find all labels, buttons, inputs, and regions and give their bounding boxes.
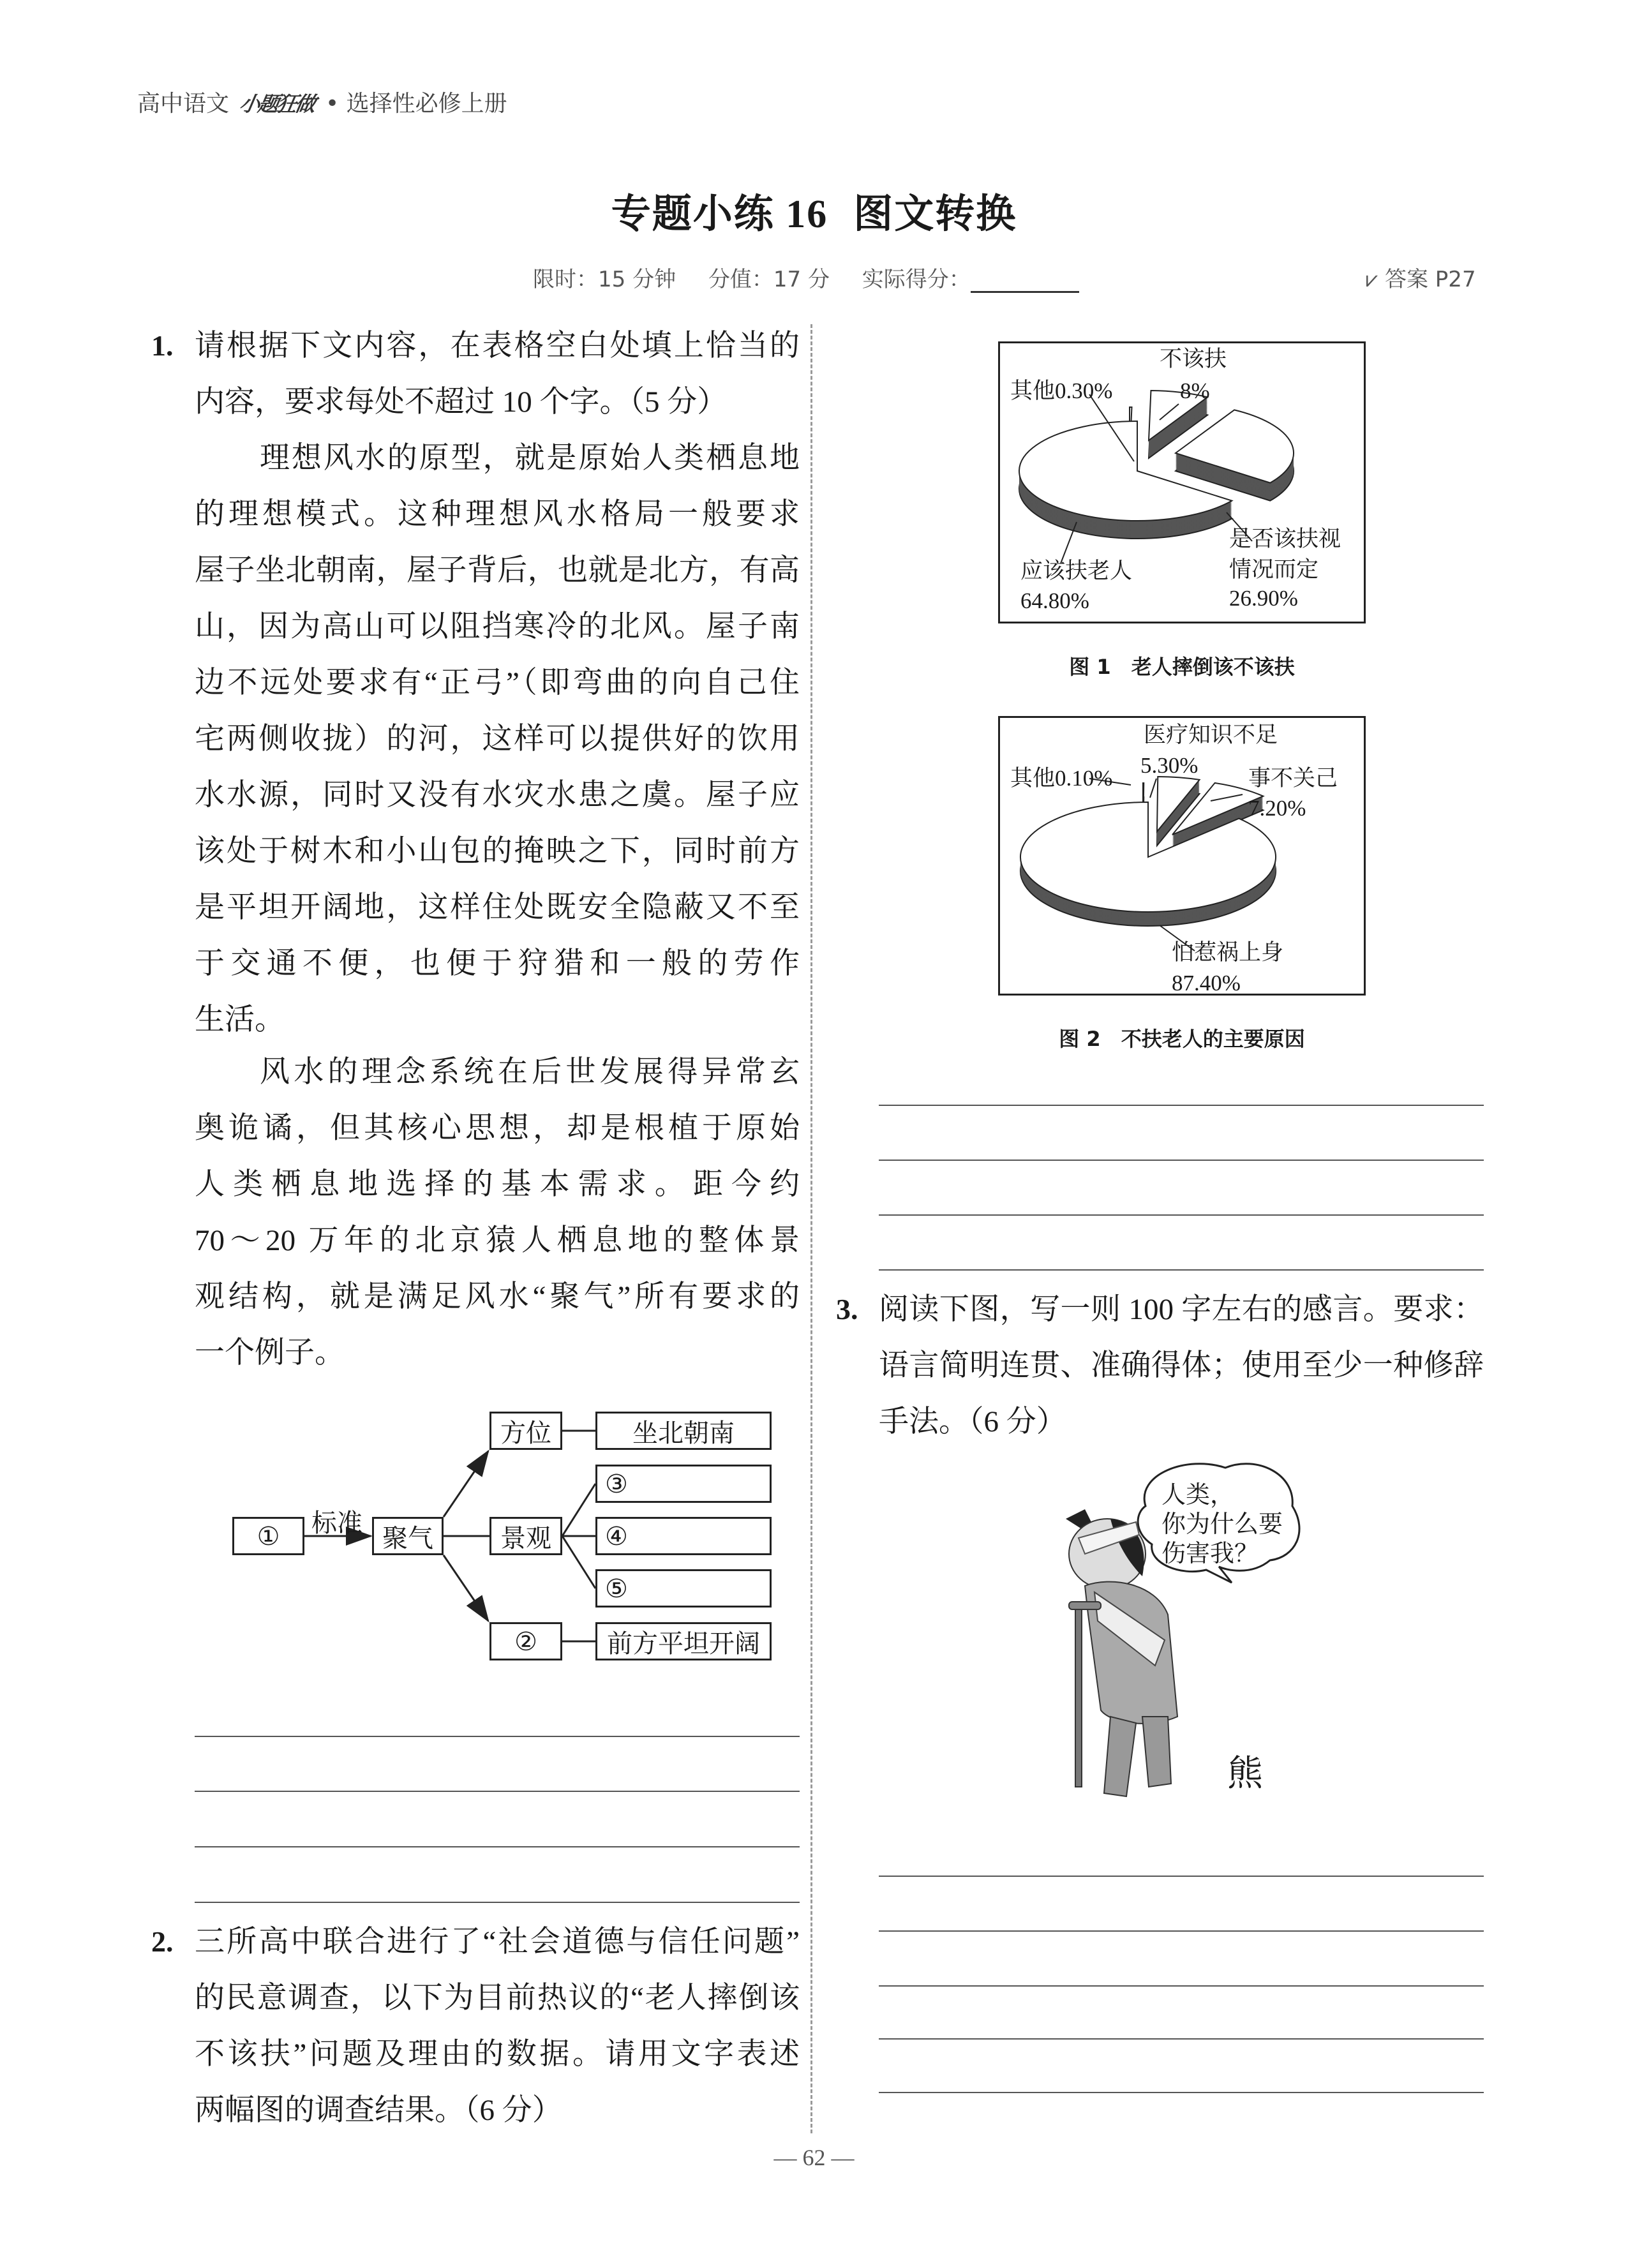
diagram-blank-1[interactable]: ① (232, 1517, 304, 1555)
diagram-node-position-value: 坐北朝南 (595, 1412, 772, 1450)
diagram-blank-3[interactable]: ③ (595, 1465, 772, 1503)
label-depends-value: 26.90% (1229, 586, 1298, 611)
text-line: 手法。（6 分） (879, 1405, 1066, 1438)
text-line: 两幅图的调查结果。（6 分） (195, 2094, 562, 2127)
q3-prompt (879, 1281, 1484, 1450)
answer-line[interactable] (195, 1902, 800, 1903)
q2-prompt (195, 1914, 800, 2138)
crutch (1075, 1602, 1082, 1787)
diagram-blank-4[interactable]: ④ (595, 1517, 772, 1555)
q2-number: 2. (151, 1925, 174, 1958)
page-number: — 62 — (773, 2145, 855, 2170)
text-line: 屋子坐北朝南，屋子背后，也就是北方，有高 (195, 554, 800, 587)
label-medical: 医疗知识不足 (1144, 722, 1278, 747)
arrow-label-standard: 标准 (311, 1509, 362, 1537)
diagram-node-front-value: 前方平坦开阔 (595, 1622, 772, 1660)
arrow-to-blank2 (444, 1555, 488, 1621)
label-should-not: 不该扶 (1160, 347, 1227, 371)
text-line: 理想风水的原型，就是原始人类栖息地 (260, 442, 800, 475)
header-subject: 高中语文 (137, 91, 230, 117)
text-line: 宅两侧收拢）的河，这样可以提供好的饮用 (195, 722, 800, 756)
text-line: 奥诡谲，但其核心思想，却是根植于原始 (195, 1112, 800, 1145)
label-depends: 是否该扶视 (1229, 526, 1341, 551)
label-none-of-business: 事不关己 (1248, 766, 1338, 791)
answer-line[interactable] (195, 1791, 800, 1792)
label-none-of-business-value: 7.20% (1248, 796, 1306, 821)
pie-chart-1 (998, 341, 1366, 623)
text-line: 生活。 (195, 1003, 285, 1036)
text-line: 语言简明连贯、准确得体；使用至少一种修辞 (879, 1349, 1484, 1382)
text-line: 三所高中联合进行了“社会道德与信任问题” (195, 1925, 800, 1958)
speech-line-3: 伤害我？ (1161, 1541, 1259, 1567)
time-limit: 限时：15 分钟 (533, 267, 676, 292)
answer-line[interactable] (879, 1214, 1484, 1216)
pie-chart-2 (998, 716, 1366, 996)
text-line: 于交通不便，也便于狩猎和一般的劳作 (195, 947, 800, 980)
diagram-node-landscape: 景观 (489, 1517, 562, 1555)
text-line: 观结构，就是满足风水“聚气”所有要求的 (195, 1280, 800, 1313)
text-line: 不该扶”问题及理由的数据。请用文字表述 (195, 2038, 800, 2071)
cartoon-caption: 熊 (1227, 1754, 1263, 1794)
text-line: 内容，要求每处不超过 10 个字。（5 分） (195, 385, 728, 419)
speech-line-2: 你为什么要 (1161, 1511, 1283, 1538)
text-line: 水水源，同时又没有水灾水患之虞。屋子应 (195, 779, 800, 812)
text-line: 70～20 万年的北京猿人栖息地的整体景 (195, 1224, 800, 1257)
pie-slice (1020, 802, 1276, 926)
label-should: 应该扶老人 (1020, 558, 1133, 583)
diagram-blank-5[interactable]: ⑤ (595, 1569, 772, 1608)
text-line: 风水的理念系统在后世发展得异常玄 (260, 1056, 800, 1089)
answer-line[interactable] (879, 1269, 1484, 1271)
text-line: 的理想模式。这种理想风水格局一般要求 (195, 498, 800, 531)
series-logo: 小题狂做 (237, 92, 317, 116)
text-line: 请根据下文内容，在表格空白处填上恰当的 (195, 329, 800, 362)
speech-line-1: 人类， (1161, 1482, 1235, 1509)
chart-2-caption: 图 2 不扶老人的主要原因 (1059, 1027, 1305, 1051)
label-depends-2: 情况而定 (1229, 557, 1319, 582)
label-should-value: 64.80% (1020, 588, 1089, 613)
text-line: 边不远处要求有“正弓”（即弯曲的向自己住 (195, 666, 800, 699)
answer-line[interactable] (195, 1846, 800, 1847)
q1-number: 1. (151, 329, 174, 362)
label-should-not-value: 8% (1180, 378, 1210, 403)
header-book: • 选择性必修上册 (325, 91, 507, 117)
q3-number: 3. (836, 1293, 858, 1325)
answer-line[interactable] (879, 1930, 1484, 1932)
answer-arrow-icon: ⩗ (1366, 267, 1378, 292)
arrow-to-position (444, 1451, 488, 1517)
label-other: 其他0.30% (1010, 378, 1113, 403)
text-line: 的民意调查，以下为目前热议的“老人摔倒该 (195, 1981, 800, 2015)
text-line: 阅读下图，写一则 100 字左右的感言。要求： (879, 1293, 1484, 1326)
text-line: 该处于树木和小山包的掩映之下，同时前方 (195, 835, 800, 868)
text-line: 一个例子。 (195, 1336, 345, 1369)
answer-line[interactable] (195, 1736, 800, 1737)
actual-score-label: 实际得分： (862, 267, 971, 292)
injured-cat-cartoon (1040, 1449, 1308, 1812)
chart-1-caption: 图 1 老人摔倒该不该扶 (1069, 655, 1295, 679)
diagram-node-qi: 聚气 (372, 1517, 444, 1555)
answer-line[interactable] (879, 2038, 1484, 2040)
text-line: 是平坦开阔地，这样住处既安全隐蔽又不至 (195, 891, 800, 924)
label-other: 其他0.10% (1010, 766, 1113, 791)
text-line: 人类栖息地选择的基本需求。距今约 (195, 1168, 800, 1201)
answer-line[interactable] (879, 2092, 1484, 2093)
label-fear: 怕惹祸上身 (1172, 940, 1284, 965)
score-value: 分值：17 分 (708, 267, 830, 292)
diagram-blank-2[interactable]: ② (489, 1622, 562, 1660)
label-medical-value: 5.30% (1140, 753, 1199, 778)
diagram-node-position: 方位 (489, 1412, 562, 1450)
title-prefix: 专题小练 16 (611, 193, 828, 236)
answer-ref-text: 答案 P27 (1385, 267, 1476, 292)
answer-line[interactable] (879, 1985, 1484, 1987)
answer-line[interactable] (879, 1160, 1484, 1161)
answer-line[interactable] (879, 1876, 1484, 1877)
title-topic: 图文转换 (853, 193, 1017, 236)
label-fear-value: 87.40% (1172, 971, 1241, 996)
answer-line[interactable] (879, 1105, 1484, 1106)
text-line: 山，因为高山可以阻挡寒冷的北风。屋子南 (195, 610, 800, 643)
